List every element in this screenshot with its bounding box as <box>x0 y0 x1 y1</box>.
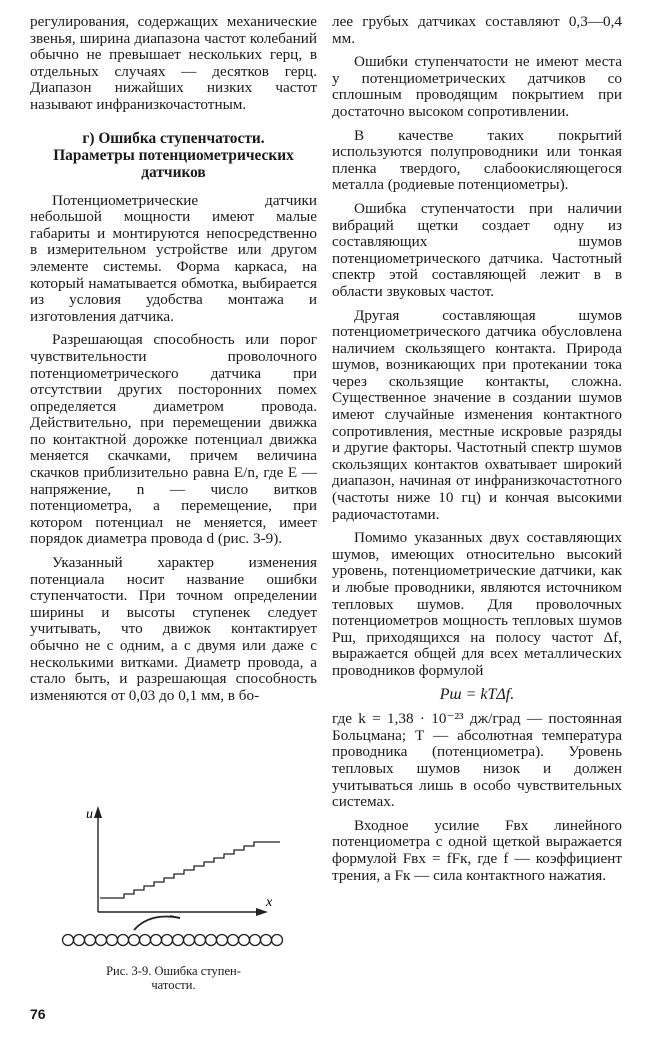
caption-line-1: Рис. 3-9. Ошибка ступен- <box>106 964 241 978</box>
heading-line-2: Параметры потенциометрических <box>53 146 294 164</box>
staircase-diagram <box>30 800 317 960</box>
figure-3-9 <box>30 800 317 992</box>
left-paragraph-1: Потенциометрические датчики небольшой мощности имеют малые габариты и монтируются непосредственно в измерительном устройстве или другом элементе системы. Форма каркаса, на который наматывается обмотка, выбирается из условия удобства монтажа и изготовления датчика. <box>30 191 317 325</box>
right-paragraph-5: Помимо указанных двух составляющих шумов, имеющих относительно высокий уровень, потенциометрические датчики, как и любые проводники, являются источником тепловых шумов. Для проволочных потенциометров мощность тепловых шумов Pш, приходящихся на полосу частот Δf, выражается общей для всех металлических проводников формулой <box>332 529 622 679</box>
section-heading <box>30 130 317 181</box>
thermal-noise-formula: Pш = kTΔf. <box>439 685 515 703</box>
brush-arc <box>134 917 180 931</box>
heading-line-3: датчиков <box>141 163 206 181</box>
wire-coils <box>63 935 283 946</box>
right-paragraph-4: Другая составляющая шумов потенциометрического датчика обусловлена наличием скользящего контакта. Природа шумов, возникающих при протекании тока через скользящие контакты, сложна. Существенное значение в создании шумов имеют случайные изменения контактного сопротивления, местные искровые разряды и другие факторы. Частотный спектр шумов скользящих контактов охватывает широкий диапазон, начиная от инфранизкочастотного (частоты ниже 10 гц) и кончая высокими радиочастотами. <box>332 306 622 523</box>
heading-line-1: г) Ошибка ступенчатости. <box>82 129 265 147</box>
y-axis-arrow <box>94 806 102 818</box>
caption-line-2: чатости. <box>151 978 196 992</box>
right-paragraph-3: Ошибка ступенчатости при наличии вибраций щетки создает одну из составляющих шумов потенциометрического датчика. Частотный спектр этой составляющей лежит в в области звуковых частот. <box>332 199 622 300</box>
right-paragraph-2: В качестве таких покрытий используются полупроводники или тонкая пленка твердого, слабоокисляющегося металла (родиевые потенциометры). <box>332 126 622 194</box>
right-paragraph-7: Входное усилие Fвх линейного потенциометра с одной щеткой выражается формулой Fвх = fFк, где f — коэффициент трения, а Fк — сила контактного нажатия. <box>332 816 622 884</box>
right-column <box>332 14 622 891</box>
right-continuation: лее грубых датчиках составляют 0,3—0,4 мм. <box>332 13 622 47</box>
left-column <box>30 14 317 711</box>
left-paragraph-2: Разрешающая способность или порог чувствительности проволочного потенциометрического датчика при отсутствии других посторонних помех определяется диаметром провода. Действительно, при перемещении движка по контактной дорожке потенциал движка меняется скачками, причем величина скачков приблизительно равна E/n, где E — напряжение, n — число витков потенциометра, а перемещение, при котором потенциал не меняется, имеет порядок диаметра провода d (рис. 3-9). <box>30 331 317 548</box>
page-number: 76 <box>30 1006 46 1022</box>
left-paragraph-3: Указанный характер изменения потенциала носит название ошибки ступенчатости. При точном определении ширины и высоты ступенек следует учитывать, что движок контактирует обычно не с одним, а с двумя или даже с несколькими витками. Диаметр провода, а стало быть, и разрешающая способность изменяются от 0,03 до 0,1 мм, в бо- <box>30 554 317 704</box>
y-axis-label: u <box>86 807 93 822</box>
figure-caption <box>30 964 317 992</box>
brush-tip <box>170 916 180 918</box>
staircase-line <box>100 842 280 898</box>
right-paragraph-6: где k = 1,38 · 10⁻²³ дж/град — постоянная Больцмана; T — абсолютная температура проводника (потенциометра). Уровень тепловых шумов низок и должен учитываться лишь в особо чувствительных системах. <box>332 710 622 811</box>
x-axis-label: x <box>266 895 273 910</box>
right-paragraph-1: Ошибки ступенчатости не имеют места у потенциометрических датчиков со сплошным проводящим покрытием при достаточно высоком сопротивлении. <box>332 53 622 120</box>
left-intro-paragraph: регулирования, содержащих механические звенья, ширина диапазона частот колебаний обычно не превышает нескольких герц, в отдельных случаях — десятков герц. Диапазон нижайших низких частот называют инфранизкочастотным. <box>30 13 317 113</box>
